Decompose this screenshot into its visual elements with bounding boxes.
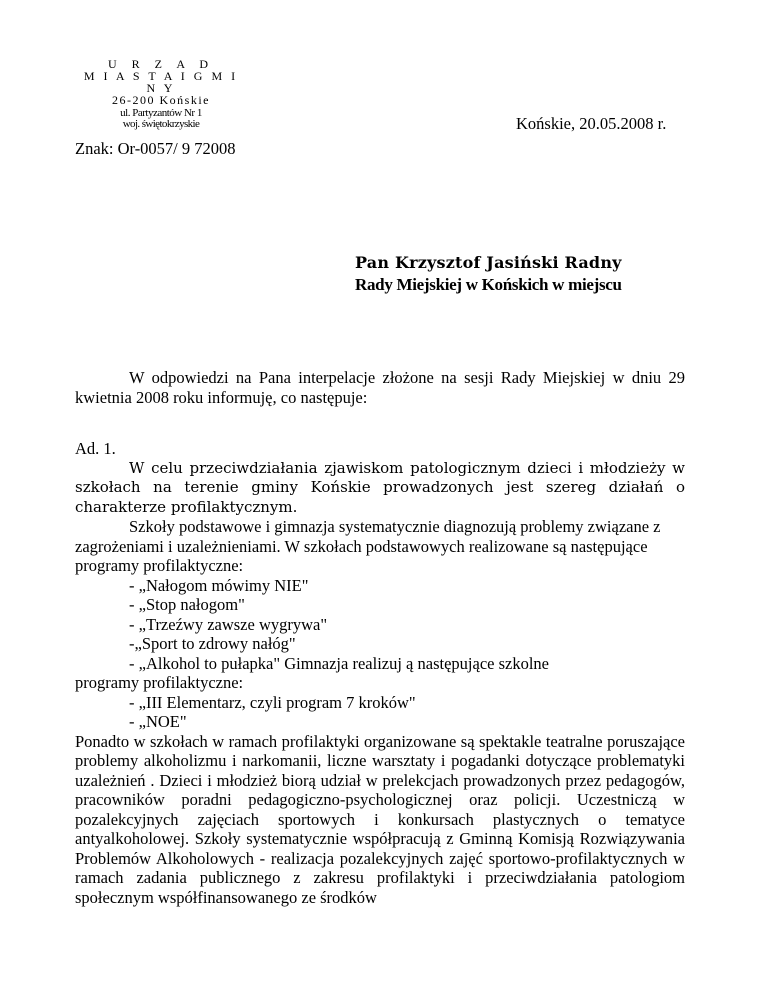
ad1-heading: Ad. 1. [75, 439, 116, 458]
ad1-paragraph-2: Szkoły podstawowe i gimnazja systematycznie diagnozują problemy związane z zagrożeniami i uzależnieniami. W szkołach podstawowych realizowane są następujące programy profilaktyczne: [75, 517, 661, 575]
intro-section [75, 368, 685, 407]
addressee-block [355, 252, 622, 296]
gymnasium-program-item: - „III Elementarz, czyli program 7 kroków" [129, 692, 416, 712]
programs-label: programy profilaktyczne: [75, 673, 244, 692]
program-list-item: - „Trzeźwy zawsze wygrywa" [129, 614, 328, 634]
letterhead-voivodeship: woj. świętokrzyskie [122, 118, 200, 130]
reference-number: Znak: Or-0057/ 9 72008 [75, 139, 236, 158]
addressee-council: Rady Miejskiej w Końskich w miejscu [355, 275, 622, 294]
ad1-section [75, 439, 685, 907]
gymnasium-program-item: - „NOE" [129, 712, 187, 731]
program-list-item: -„Sport to zdrowy nałóg" [129, 634, 296, 653]
letterhead-city-commune: M I A S T A I G M I N Y [83, 69, 239, 95]
intro-paragraph: W odpowiedzi na Pana interpelacje złożone na sesji Rady Miejskiej w dniu 29 kwietnia 2008 roku informuję, co następuje: [75, 368, 685, 407]
program-list-item: - „Alkohol to pułapka" Gimnazja realizuj ą następujące szkolne [129, 653, 549, 673]
letterhead-office: U R Z A D [107, 57, 214, 71]
program-list-item: - „Stop nałogom" [129, 595, 245, 614]
office-letterhead [76, 58, 246, 130]
program-list-item: - „Nałogom mówimy NIE" [129, 575, 309, 595]
letter-date: Końskie, 20.05.2008 r. [516, 114, 667, 133]
ad1-paragraph-3: Ponadto w szkołach w ramach profilaktyki organizowane są spektakle teatralne poruszające problemy alkoholizmu i narkomanii, liczne warsztaty i pogadanki dotyczące problematyki uzależnień . Dzieci i młodzież biorą udział w prelekcjach prowadzonych przez pedagogów, pracowników poradni pedagogiczno-psychologicznej oraz policji. Uczestniczą w pozalekcyjnych zajęciach sportowych i konkursach plastycznych o tematyce antyalkoholowej. Szkoły systematycznie współpracują z Gminną Komisją Rozwiązywania Problemów Alkoholowych - realizacja pozalekcyjnych zajęć sportowo-profilaktycznych w ramach zadania publicznego z zakresu profilaktyki i przeciwdziałania patologiom społecznym współfinansowanego ze środków [75, 731, 685, 907]
letterhead-postcode: 26-200 Końskie [112, 93, 210, 107]
letterhead-street: ul. Partyzantów Nr 1 [120, 107, 202, 119]
addressee-name: Pan Krzysztof Jasiński Radny [355, 253, 622, 272]
ad1-paragraph-1: W celu przeciwdziałania zjawiskom patologicznym dzieci i młodzieży w szkołach na terenie gminy Końskie prowadzonych jest szereg działań o charakterze profilaktycznym. [75, 458, 685, 516]
